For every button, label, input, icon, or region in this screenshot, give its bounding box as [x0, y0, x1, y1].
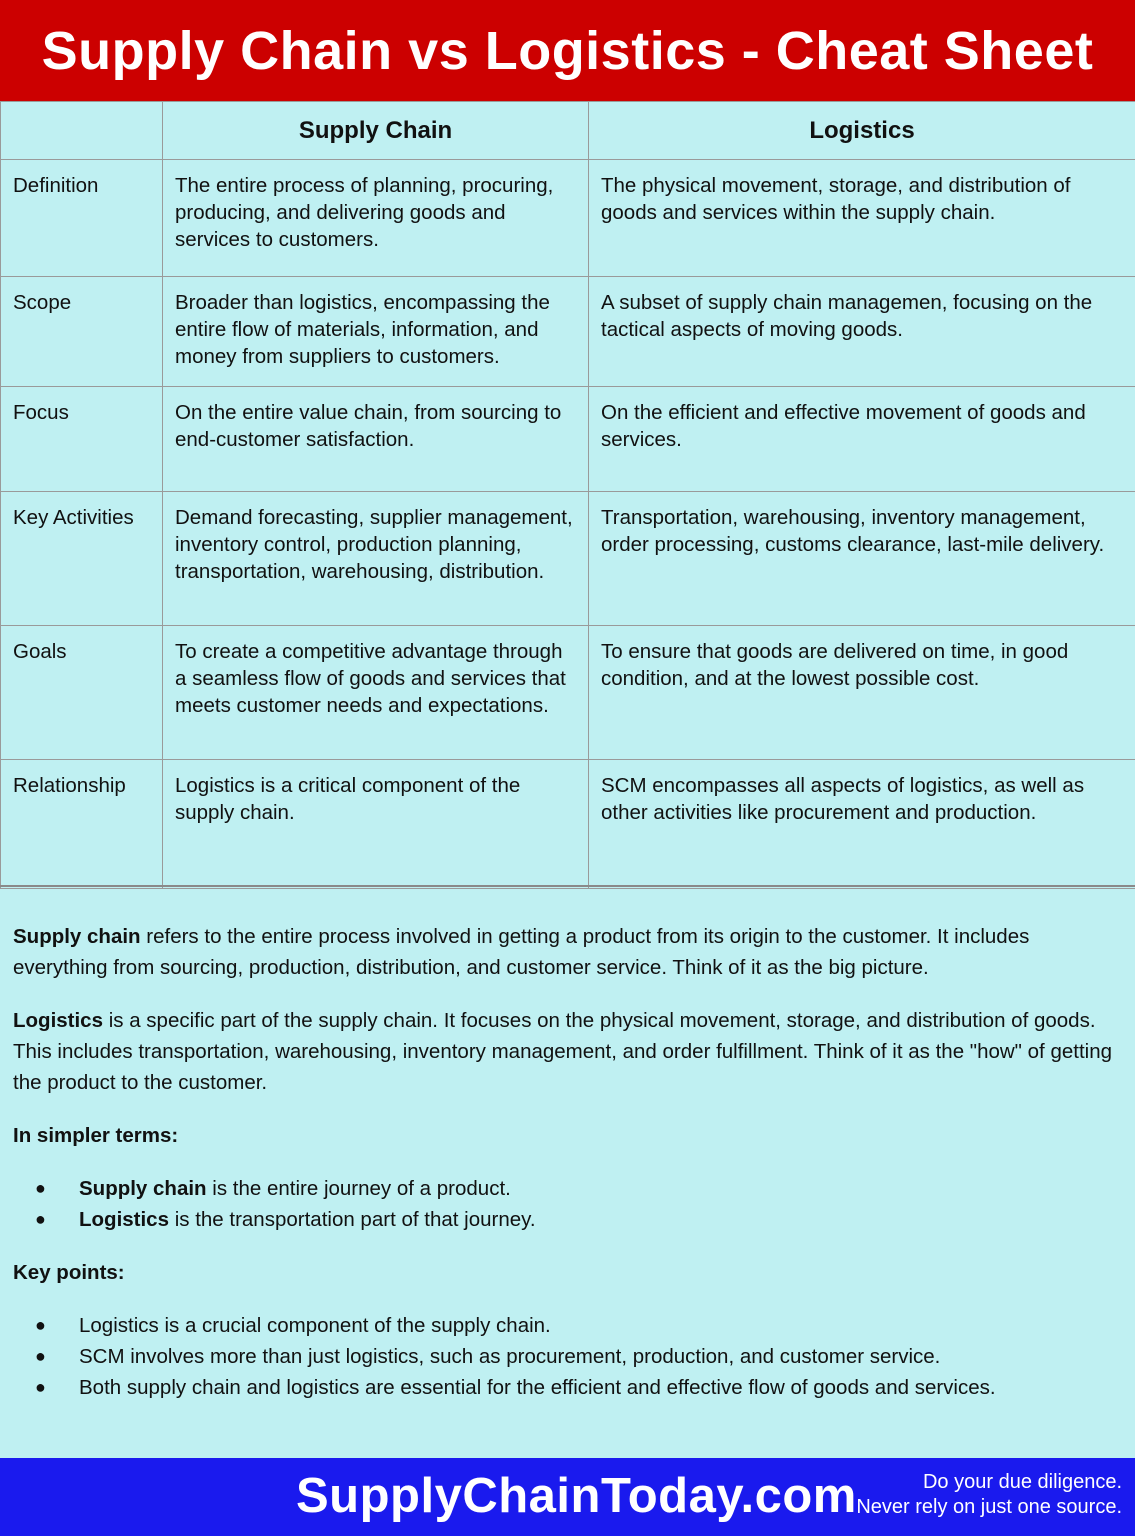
- simpler-terms-list: [13, 1173, 1122, 1235]
- supply-chain-cell: Logistics is a critical component of the supply chain.: [163, 760, 589, 889]
- bold-term: Supply chain: [13, 925, 141, 948]
- list-item: [13, 1341, 1122, 1372]
- brand-logo-text: SupplyChainToday.com: [296, 1469, 857, 1523]
- tagline-line: Never rely on just one source.: [856, 1496, 1122, 1518]
- list-item-text: is the entire journey of a product.: [206, 1177, 511, 1200]
- row-label: Scope: [1, 277, 163, 387]
- key-points-list: [13, 1310, 1122, 1403]
- column-header-supply-chain: Supply Chain: [163, 102, 589, 160]
- logistics-cell: SCM encompasses all aspects of logistics, as well as other activities like procurement and production.: [589, 760, 1135, 889]
- explanation-section: [0, 885, 1135, 1458]
- tagline-line: Do your due diligence.: [922, 1471, 1122, 1493]
- simpler-terms-heading: In simpler terms:: [13, 1124, 179, 1147]
- logistics-cell: To ensure that goods are delivered on time, in good condition, and at the lowest possible cost.: [589, 626, 1135, 760]
- table-row: [1, 277, 1135, 387]
- list-item-text: Both supply chain and logistics are essential for the efficient and effective flow of goods and services.: [79, 1376, 996, 1399]
- table-row: [1, 760, 1135, 889]
- logistics-cell: On the efficient and effective movement of goods and services.: [589, 387, 1135, 492]
- supply-chain-cell: The entire process of planning, procuring, producing, and delivering goods and services to customers.: [163, 160, 589, 277]
- title-banner: [0, 0, 1135, 101]
- row-label: Focus: [1, 387, 163, 492]
- table-row: [1, 626, 1135, 760]
- footer-banner: [0, 1458, 1135, 1536]
- bullet-icon: ●: [35, 1346, 46, 1366]
- bold-term: Supply chain: [79, 1177, 207, 1200]
- table-row: [1, 492, 1135, 626]
- supply-chain-cell: To create a competitive advantage through a seamless flow of goods and services that meets customer needs and expectations.: [163, 626, 589, 760]
- list-item-text: Logistics is a crucial component of the supply chain.: [79, 1314, 551, 1337]
- key-points-heading: Key points:: [13, 1261, 125, 1284]
- bullet-icon: ●: [35, 1178, 46, 1198]
- list-item-text: SCM involves more than just logistics, such as procurement, production, and customer service.: [79, 1345, 941, 1368]
- logistics-paragraph: [13, 1005, 1122, 1098]
- paragraph-text: is a specific part of the supply chain. It focuses on the physical movement, storage, and distribution of goods. This includes transportation, warehousing, inventory management, and order fulfillment. Think of it as the "how" of getting the product to the customer.: [13, 1009, 1112, 1094]
- footer-tagline: [856, 1470, 1122, 1520]
- row-label: Key Activities: [1, 492, 163, 626]
- list-item: [13, 1204, 1122, 1235]
- bullet-icon: ●: [35, 1377, 46, 1397]
- bullet-icon: ●: [35, 1209, 46, 1229]
- row-label: Relationship: [1, 760, 163, 889]
- bold-term: Logistics: [13, 1009, 103, 1032]
- supply-chain-cell: On the entire value chain, from sourcing to end-customer satisfaction.: [163, 387, 589, 492]
- supply-chain-cell: Broader than logistics, encompassing the entire flow of materials, information, and money from suppliers to customers.: [163, 277, 589, 387]
- supply-chain-paragraph: [13, 921, 1122, 983]
- logistics-cell: The physical movement, storage, and distribution of goods and services within the supply chain.: [589, 160, 1135, 277]
- table-header-row: [1, 102, 1135, 160]
- list-item: [13, 1173, 1122, 1204]
- list-item-text: is the transportation part of that journey.: [169, 1208, 536, 1231]
- bold-term: Logistics: [79, 1208, 169, 1231]
- list-item: [13, 1310, 1122, 1341]
- column-header-logistics: Logistics: [589, 102, 1135, 160]
- logistics-cell: A subset of supply chain managemen, focusing on the tactical aspects of moving goods.: [589, 277, 1135, 387]
- row-label: Goals: [1, 626, 163, 760]
- paragraph-text: refers to the entire process involved in getting a product from its origin to the customer. It includes everything from sourcing, production, distribution, and customer service. Think of it as the big picture.: [13, 925, 1030, 979]
- table-row: [1, 160, 1135, 277]
- comparison-table: [0, 101, 1135, 889]
- column-header-empty: [1, 102, 163, 160]
- table-row: [1, 387, 1135, 492]
- list-item: [13, 1372, 1122, 1403]
- logistics-cell: Transportation, warehousing, inventory management, order processing, customs clearance, last-mile delivery.: [589, 492, 1135, 626]
- page-title: Supply Chain vs Logistics - Cheat Sheet: [41, 20, 1094, 81]
- supply-chain-cell: Demand forecasting, supplier management, inventory control, production planning, transportation, warehousing, distribution.: [163, 492, 589, 626]
- bullet-icon: ●: [35, 1315, 46, 1335]
- row-label: Definition: [1, 160, 163, 277]
